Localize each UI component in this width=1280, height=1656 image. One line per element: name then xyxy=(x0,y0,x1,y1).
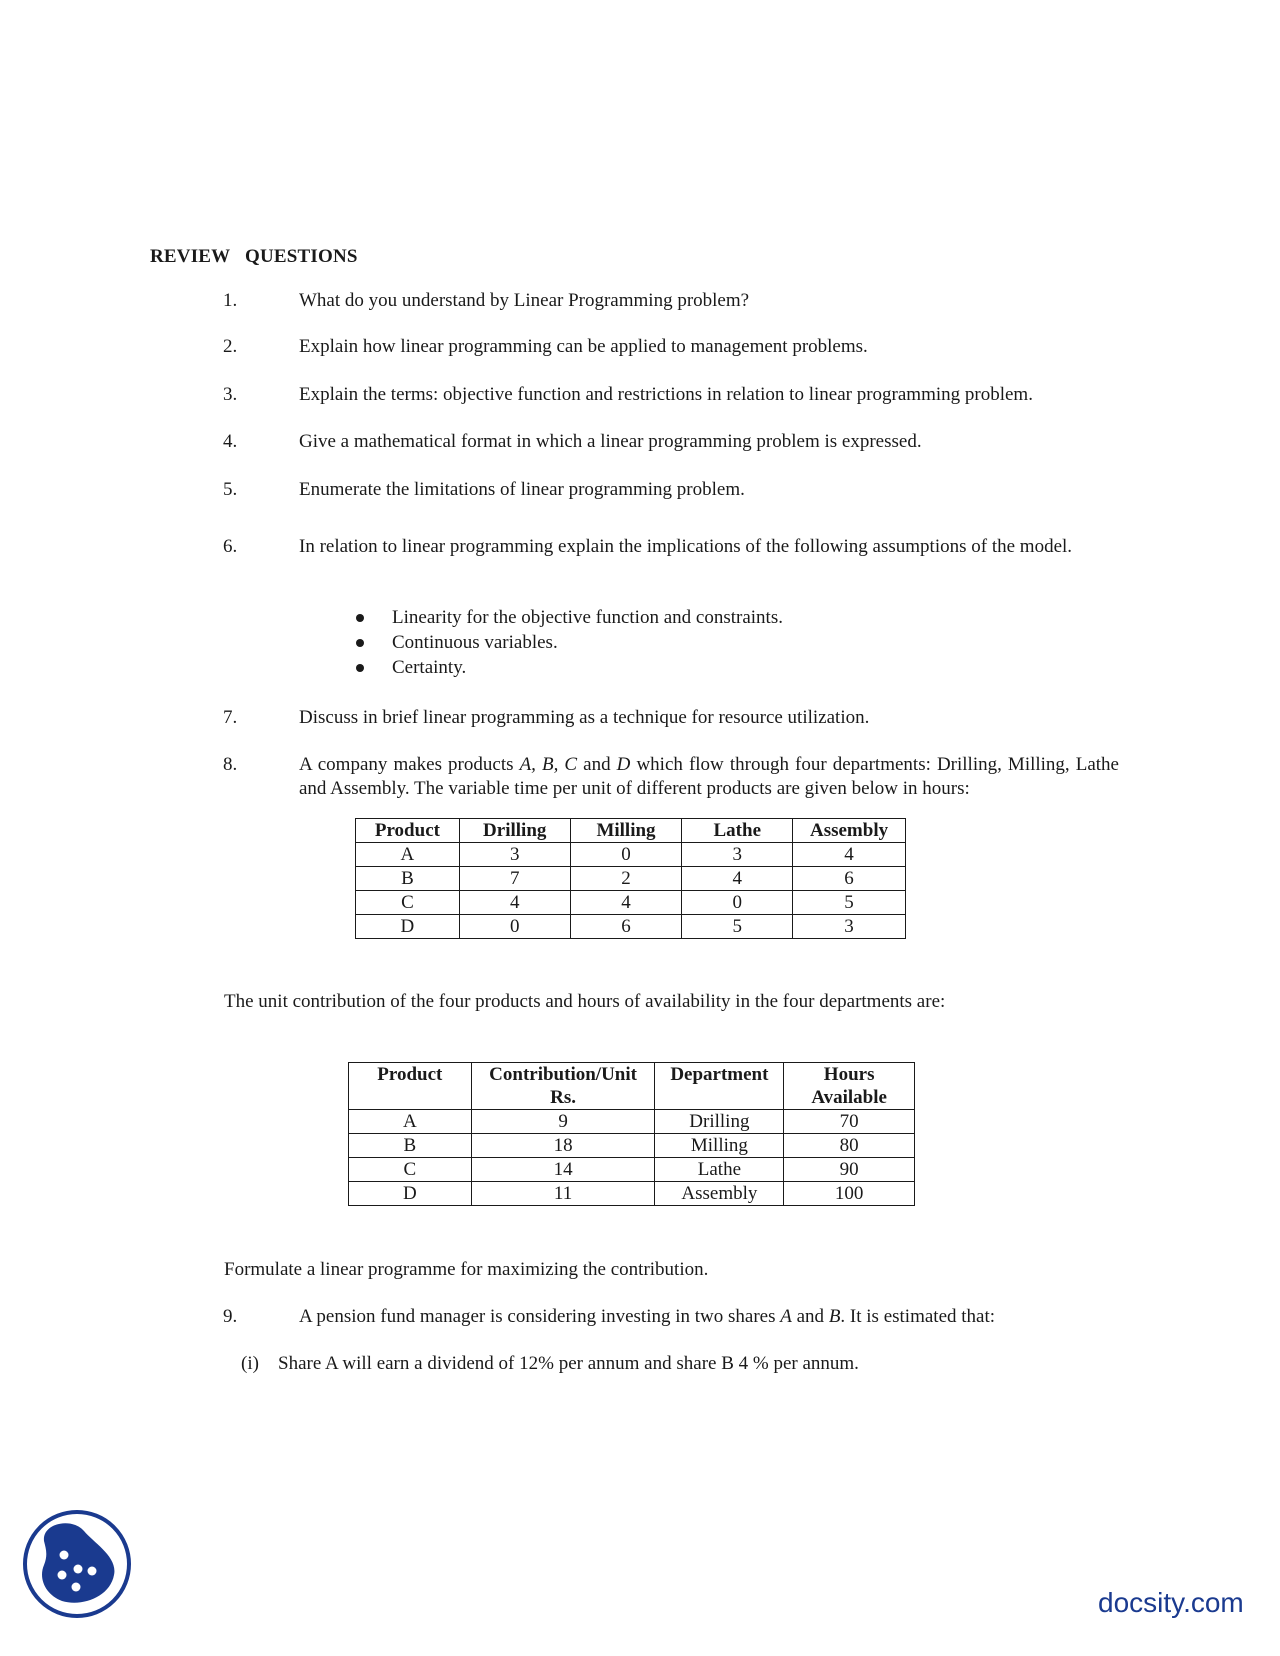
list-item-text: Continuous variables. xyxy=(392,632,558,653)
table-header-row xyxy=(349,1063,915,1110)
table-cell: 80 xyxy=(784,1134,915,1158)
text-run: A pension fund manager is considering investing in two shares xyxy=(299,1306,781,1327)
list-item-text: Linearity for the objective function and constraints. xyxy=(392,607,783,628)
table-row xyxy=(349,1134,915,1158)
table-cell: C xyxy=(349,1158,472,1182)
table-cell: 4 xyxy=(570,891,682,915)
column-header: Product xyxy=(349,1063,472,1110)
column-header: Assembly xyxy=(793,819,906,843)
question-text: What do you understand by Linear Programming problem? xyxy=(299,290,750,311)
table-cell: D xyxy=(356,915,460,939)
section-heading: REVIEW QUESTIONS xyxy=(150,246,358,267)
column-header xyxy=(471,1063,655,1110)
question-text: In relation to linear programming explain the implications of the following assumptions of the model. xyxy=(299,536,1073,557)
column-header xyxy=(784,1063,915,1110)
question-number: 8. xyxy=(223,754,238,775)
header-line: Contribution/Unit xyxy=(489,1064,637,1085)
table-cell: 9 xyxy=(471,1110,655,1134)
bullet-icon xyxy=(356,664,364,672)
table-row xyxy=(356,915,906,939)
table-cell: 5 xyxy=(793,891,906,915)
table-row xyxy=(356,891,906,915)
table-cell: B xyxy=(349,1134,472,1158)
text-run-italic: A xyxy=(780,1306,792,1327)
docsity-logo-icon xyxy=(22,1509,132,1619)
table-cell: 0 xyxy=(570,843,682,867)
question-text: Explain the terms: objective function and restrictions in relation to linear programming problem. xyxy=(299,384,1033,405)
list-item xyxy=(352,605,783,630)
table-cell: 7 xyxy=(459,867,570,891)
table-cell: 2 xyxy=(570,867,682,891)
table-cell: Assembly xyxy=(655,1182,784,1206)
text-run: . It is estimated that: xyxy=(840,1306,996,1327)
table-cell: A xyxy=(349,1110,472,1134)
question-number: 4. xyxy=(223,431,238,452)
table-cell: 6 xyxy=(793,867,906,891)
text-run: and xyxy=(791,1306,829,1327)
table-cell: A xyxy=(356,843,460,867)
text-run: A company makes products xyxy=(299,754,520,775)
question-number: 7. xyxy=(223,707,238,728)
column-header: Drilling xyxy=(459,819,570,843)
table-cell: 0 xyxy=(682,891,793,915)
question-text: Discuss in brief linear programming as a technique for resource utilization. xyxy=(299,707,870,728)
brand-wordmark[interactable]: docsity.com xyxy=(1098,1587,1244,1618)
table-row xyxy=(349,1158,915,1182)
question-text: Explain how linear programming can be applied to management problems. xyxy=(299,336,868,357)
bullet-icon xyxy=(356,614,364,622)
table-cell: D xyxy=(349,1182,472,1206)
table-cell: C xyxy=(356,891,460,915)
header-line: Available xyxy=(811,1087,887,1108)
contribution-table xyxy=(348,1062,915,1206)
header-line: Hours xyxy=(823,1064,875,1085)
text-run-italic: B xyxy=(828,1306,841,1327)
column-header: Milling xyxy=(570,819,682,843)
question-text xyxy=(299,1305,1119,1329)
question-number: 5. xyxy=(223,479,238,500)
table-cell: 6 xyxy=(570,915,682,939)
table-cell: 90 xyxy=(784,1158,915,1182)
table-cell: 18 xyxy=(471,1134,655,1158)
table-cell: Milling xyxy=(655,1134,784,1158)
column-header: Department xyxy=(655,1063,784,1110)
table-row xyxy=(356,867,906,891)
column-header: Product xyxy=(356,819,460,843)
text-run: and xyxy=(577,754,617,775)
question-number: 6. xyxy=(223,536,238,557)
question-text: Enumerate the limitations of linear programming problem. xyxy=(299,479,745,500)
question-number: 9. xyxy=(223,1306,238,1327)
column-header: Lathe xyxy=(682,819,793,843)
table-cell: 4 xyxy=(682,867,793,891)
list-item-text: Certainty. xyxy=(392,657,467,678)
header-line: Rs. xyxy=(550,1087,576,1108)
table-cell: 3 xyxy=(459,843,570,867)
question-text xyxy=(299,753,1119,801)
list-item xyxy=(352,655,783,680)
processing-time-table xyxy=(355,818,906,939)
table-header-row xyxy=(356,819,906,843)
text-run-italic: D xyxy=(616,754,631,775)
text-run-italic: A, B, C xyxy=(519,754,578,775)
question-text: Give a mathematical format in which a linear programming problem is expressed. xyxy=(299,431,922,452)
table-cell: 5 xyxy=(682,915,793,939)
paragraph: Formulate a linear programme for maximizing the contribution. xyxy=(224,1259,709,1280)
table-row xyxy=(356,843,906,867)
table-cell: 14 xyxy=(471,1158,655,1182)
bullet-icon xyxy=(356,639,364,647)
table-cell: 4 xyxy=(459,891,570,915)
sub-item-label: (i) xyxy=(241,1353,259,1374)
table-row xyxy=(349,1182,915,1206)
paragraph: The unit contribution of the four products and hours of availability in the four departments are: xyxy=(224,991,946,1012)
table-cell: 3 xyxy=(682,843,793,867)
table-cell: Lathe xyxy=(655,1158,784,1182)
table-cell: 4 xyxy=(793,843,906,867)
list-item xyxy=(352,630,783,655)
table-cell: B xyxy=(356,867,460,891)
question-number: 1. xyxy=(223,290,238,311)
table-row xyxy=(349,1110,915,1134)
table-cell: 70 xyxy=(784,1110,915,1134)
table-cell: 100 xyxy=(784,1182,915,1206)
assumption-list xyxy=(352,605,783,680)
table-cell: Drilling xyxy=(655,1110,784,1134)
question-number: 3. xyxy=(223,384,238,405)
text-run: which flow through four departments: Drilling, Milling, Lathe and Assembly. The variable time per unit of different products are given below in hours: xyxy=(299,754,1119,799)
table-cell: 3 xyxy=(793,915,906,939)
table-cell: 11 xyxy=(471,1182,655,1206)
table-cell: 0 xyxy=(459,915,570,939)
sub-item-text: Share A will earn a dividend of 12% per annum and share B 4 % per annum. xyxy=(278,1353,859,1374)
question-number: 2. xyxy=(223,336,238,357)
